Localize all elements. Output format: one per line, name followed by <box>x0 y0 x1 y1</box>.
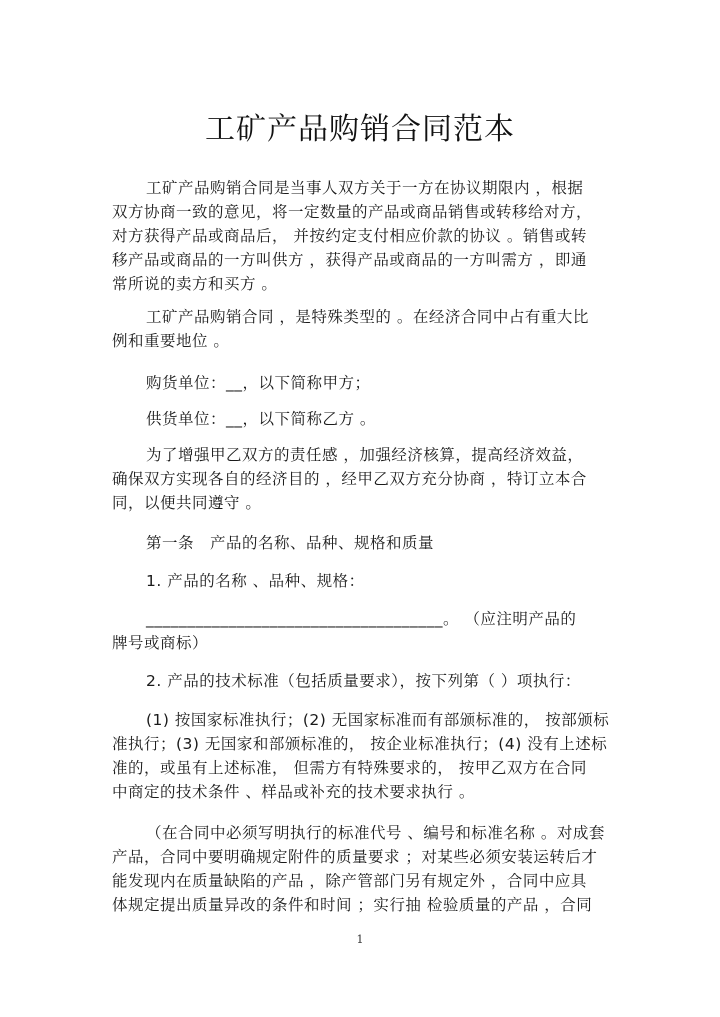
seller-unit-line: 供货单位：__，以下简称乙方 。 <box>146 410 376 428</box>
product-name-blank-line: ____________________________________。 （应注明产品的 <box>146 610 577 628</box>
standards-line-1: (1) 按国家标准执行；(2) 无国家标准而有部颁标准的， 按部颁标 <box>146 711 610 729</box>
standards-line-4: 中商定的技术条件 、样品或补充的技术要求执行 。 <box>112 783 475 801</box>
standards-line-2: 准执行；(3) 无国家和部颁标准的， 按企业标准执行；(4) 没有上述标 <box>112 735 608 753</box>
item-2-line: 2. 产品的技术标准（包括质量要求），按下列第（ ）项执行： <box>146 672 581 690</box>
paragraph-1-line-4: 移产品或商品的一方叫供方 ，获得产品或商品的一方叫需方 ，即通 <box>112 251 587 269</box>
notes-line-2: 产品，合同中要明确规定附件的质量要求 ；对某些必须安装运转后才 <box>112 848 598 866</box>
standards-line-3: 准的，或虽有上述标准， 但需方有特殊要求的， 按甲乙双方在合同 <box>112 759 587 777</box>
paragraph-1-line-2: 双方协商一致的意见，将一定数量的产品或商品销售或转移给对方， <box>112 203 593 221</box>
paragraph-1-line-3: 对方获得产品或商品后， 并按约定支付相应价款的协议 。销售或转 <box>112 227 587 245</box>
paragraph-5-line-2: 确保双方实现各自的经济目的 ，经甲乙双方充分协商 ，特订立本合 <box>112 470 587 488</box>
paragraph-2-line-2: 例和重要地位 。 <box>112 332 230 350</box>
paragraph-1-line-5: 常所说的卖方和买方 。 <box>112 275 278 293</box>
paragraph-5-line-3: 同，以便共同遵守 。 <box>112 494 262 512</box>
paragraph-1-line-1: 工矿产品购销合同是当事人双方关于一方在协议期限内 ，根据 <box>146 179 584 197</box>
item-1-line: 1. 产品的名称 、品种、规格： <box>146 572 365 590</box>
product-name-blank-line-2: 牌号或商标） <box>112 634 209 652</box>
paragraph-5-line-1: 为了增强甲乙双方的责任感 ，加强经济核算，提高经济效益， <box>146 446 584 464</box>
notes-line-1: （在合同中必须写明执行的标准代号 、编号和标准名称 。对成套 <box>146 824 605 842</box>
buyer-unit-line: 购货单位：__，以下简称甲方； <box>146 374 371 392</box>
page-number: 1 <box>356 933 364 946</box>
notes-line-4: 体规定提出质量异改的条件和时间 ；实行抽 检验质量的产品 ，合同 <box>112 896 593 914</box>
document-title: 工矿产品购销合同范本 <box>205 112 515 147</box>
notes-line-3: 能发现内在质量缺陷的产品 ，除产管部门另有规定外 ，合同中应具 <box>112 872 587 890</box>
paragraph-2-line-1: 工矿产品购销合同 ，是特殊类型的 。在经济合同中占有重大比 <box>146 308 589 326</box>
article-1-heading: 第一条 产品的名称、品种、规格和质量 <box>146 534 435 552</box>
